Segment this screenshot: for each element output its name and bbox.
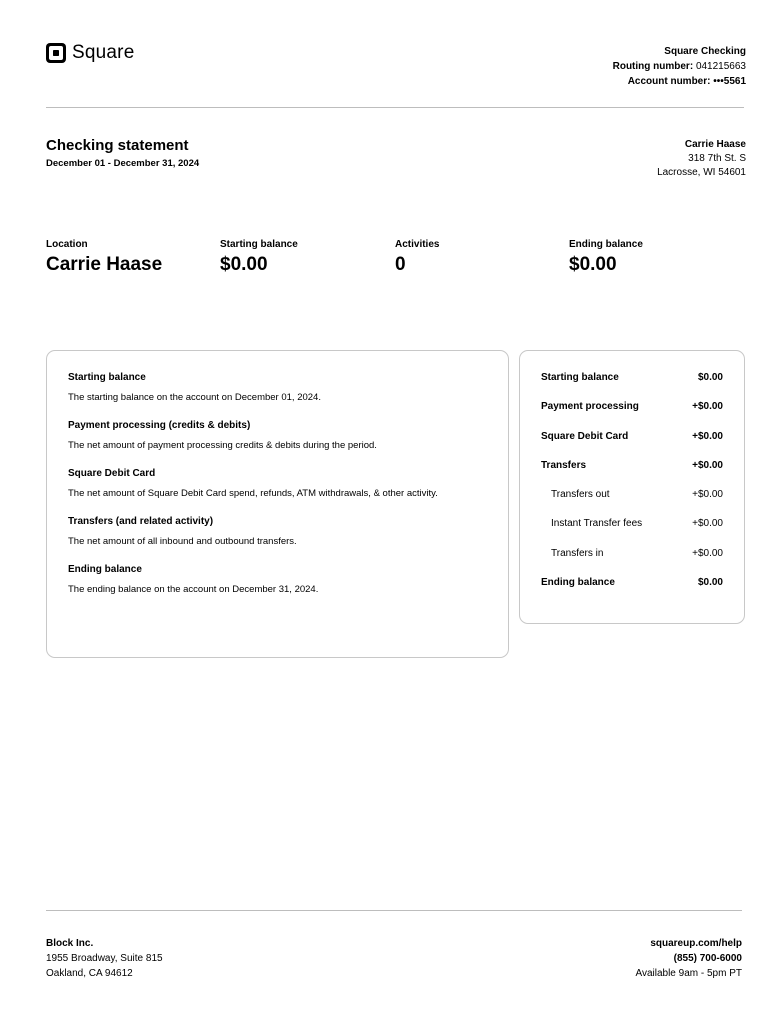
totals-value: +$0.00	[692, 430, 723, 442]
definition-item	[68, 371, 488, 404]
definition-title: Payment processing (credits & debits)	[68, 420, 251, 431]
definition-item	[68, 563, 488, 596]
account-name: Square Checking	[664, 46, 746, 57]
statement-period: December 01 - December 31, 2024	[46, 158, 200, 169]
totals-card	[519, 350, 745, 624]
support-hours: Available 9am - 5pm PT	[635, 968, 742, 979]
definition-item	[68, 515, 488, 548]
definition-item	[68, 467, 488, 500]
totals-label: Square Debit Card	[541, 430, 629, 442]
totals-label: Transfers	[541, 459, 587, 471]
totals-label: Transfers in	[551, 547, 604, 559]
totals-value: +$0.00	[692, 401, 723, 413]
summary-activities: Activities 0	[395, 239, 440, 275]
summary-location: Location Carrie Haase	[46, 239, 163, 275]
totals-row	[541, 576, 723, 605]
totals-label: Ending balance	[541, 577, 615, 589]
square-logo	[46, 42, 134, 64]
totals-value: +$0.00	[692, 547, 723, 559]
totals-label: Payment processing	[541, 401, 639, 413]
definition-desc: The net amount of all inbound and outbound transfers.	[68, 536, 297, 547]
support-phone: (855) 700-6000	[673, 953, 742, 964]
customer-city: Lacrosse, WI 54601	[657, 167, 746, 178]
totals-row	[541, 430, 723, 459]
totals-row	[541, 547, 723, 576]
account-info	[613, 44, 746, 89]
totals-row	[541, 400, 723, 429]
customer-address	[657, 138, 746, 180]
square-logo-icon	[46, 43, 66, 63]
summary-ending-balance: Ending balance $0.00	[569, 239, 643, 275]
routing-number: Routing number: 041215663	[612, 61, 746, 72]
definition-title: Ending balance	[68, 564, 142, 575]
customer-street: 318 7th St. S	[688, 153, 746, 164]
totals-label: Starting balance	[541, 372, 619, 383]
totals-label: Instant Transfer fees	[551, 518, 643, 530]
totals-row	[541, 488, 723, 517]
definitions-card	[46, 350, 509, 658]
totals-value: $0.00	[697, 577, 723, 589]
definition-desc: The ending balance on the account on December 31, 2024.	[68, 584, 319, 595]
account-number: Account number: •••5561	[627, 76, 746, 87]
definition-title: Transfers (and related activity)	[68, 516, 214, 527]
company-name: Block Inc.	[46, 938, 94, 949]
brand-name: Square	[72, 42, 135, 63]
definition-desc: The net amount of Square Debit Card spend, refunds, ATM withdrawals, & other activity.	[68, 488, 438, 499]
definition-desc: The net amount of payment processing credits & debits during the period.	[68, 440, 377, 451]
totals-value: +$0.00	[692, 459, 723, 471]
customer-name: Carrie Haase	[684, 139, 746, 150]
definition-item	[68, 419, 488, 452]
totals-row	[541, 517, 723, 546]
header-divider	[46, 107, 744, 108]
totals-row	[541, 371, 723, 400]
definition-desc: The starting balance on the account on December 01, 2024.	[68, 392, 321, 403]
footer-company	[46, 936, 163, 981]
support-website[interactable]: squareup.com/help	[650, 938, 742, 949]
definition-title: Starting balance	[68, 372, 146, 383]
totals-label: Transfers out	[551, 489, 610, 501]
totals-row	[541, 459, 723, 488]
company-address-1: 1955 Broadway, Suite 815	[46, 953, 163, 964]
totals-value: $0.00	[697, 372, 723, 383]
definition-title: Square Debit Card	[68, 468, 156, 479]
footer-divider	[46, 910, 742, 911]
totals-value: +$0.00	[692, 489, 723, 501]
footer-support	[635, 936, 742, 981]
statement-title: Checking statement	[46, 137, 189, 154]
summary-starting-balance: Starting balance $0.00	[220, 239, 298, 275]
totals-value: +$0.00	[692, 518, 723, 530]
company-address-2: Oakland, CA 94612	[46, 968, 133, 979]
